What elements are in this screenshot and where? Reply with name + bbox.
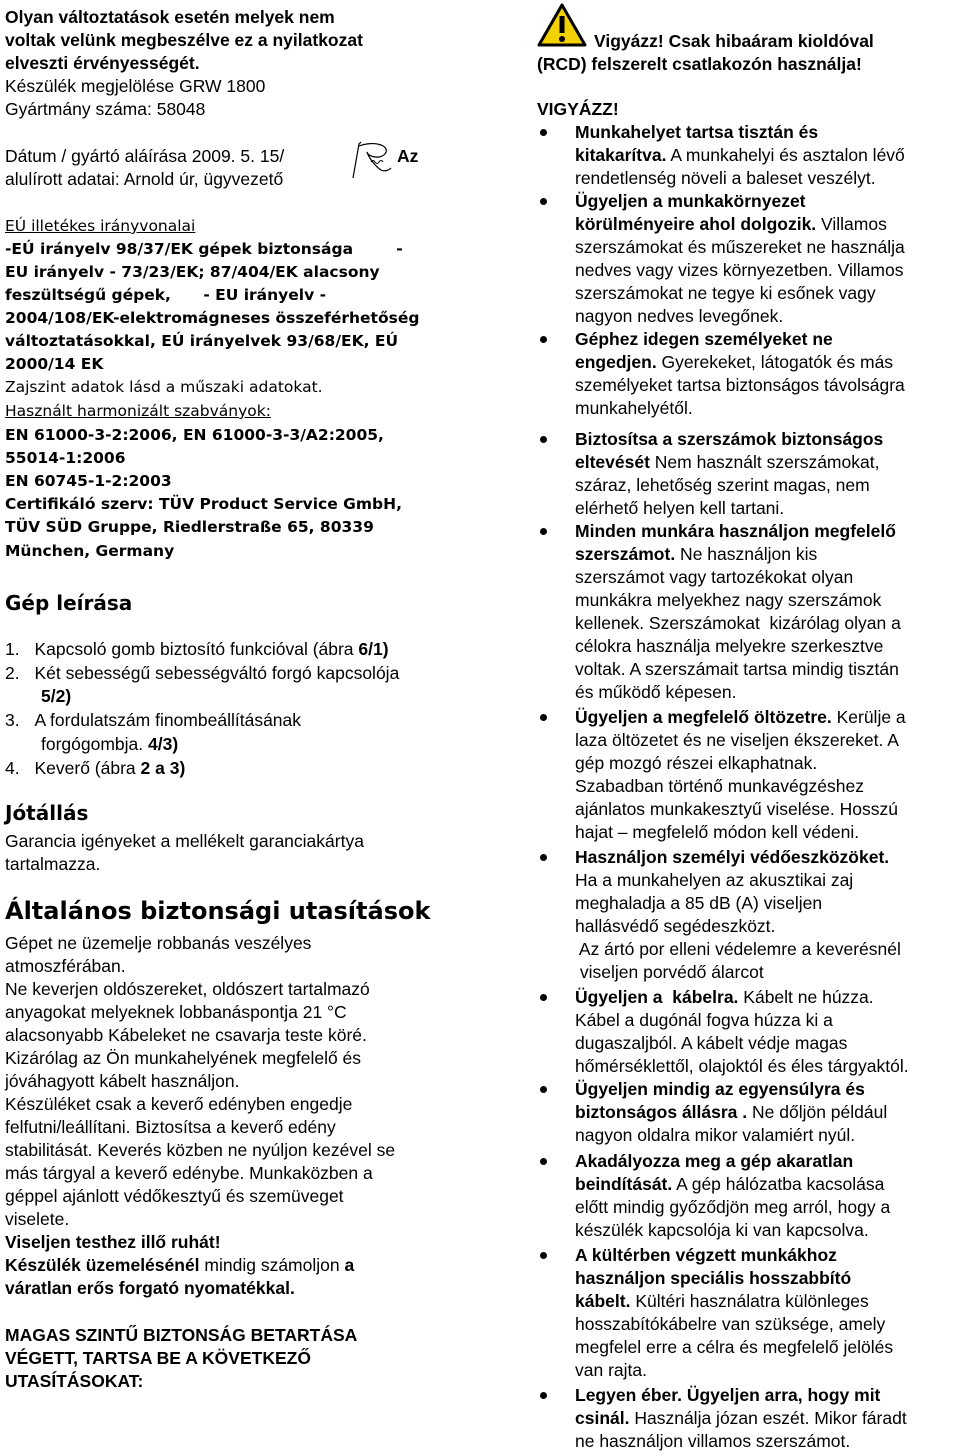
bullet-text: Nem használt szerszámokat,	[649, 452, 880, 472]
bullet-text: és működő képesen.	[575, 682, 737, 702]
bullet-line	[575, 1244, 837, 1266]
bullet-line	[575, 821, 859, 843]
standard-line: TÜV SÜD Gruppe, Riedlerstraße 65, 80339	[5, 518, 374, 536]
bullet-text: Kábel a dugónál fogva húzza ki a	[575, 1010, 833, 1030]
caution-heading: VIGYÁZZ!	[537, 99, 619, 119]
bullet-line	[575, 1430, 850, 1452]
safety-line: más tárgyal a keverő edénybe. Munkaközben a	[5, 1163, 373, 1183]
bullet-text: laza öltözetet és ne viseljen ékszereket. A	[575, 730, 899, 750]
bullet-line	[575, 1032, 847, 1054]
bullet-icon	[540, 1158, 547, 1165]
bullet-bold-text: Használjon személyi védőeszközöket.	[575, 847, 890, 867]
bullet-text: személyeket tartsa biztonságos távolságra	[575, 375, 905, 395]
bullet-text: megfelel erre a célra és megfelelő jelölés	[575, 1337, 894, 1357]
safety-line: Ne keverjen oldószereket, oldószert tartalmazó	[5, 979, 370, 999]
bullet-text: hosszabítókábelre van szüksége, amely	[575, 1314, 886, 1334]
bullet-bold-text: Ügyeljen a kábelra.	[575, 987, 739, 1007]
warranty-heading: Jótállás	[5, 801, 89, 825]
rcd-warning-line: Vigyázz! Csak hibaáram kioldóval	[594, 31, 874, 51]
serial-label: Gyártmány száma: 58048	[5, 99, 206, 119]
bullet-bold-text: körülményeire ahol dolgozik.	[575, 214, 817, 234]
safety-line: stabilitását. Keverés közben ne nyúljon kezével se	[5, 1140, 396, 1160]
directive-line: 2000/14 EK	[5, 355, 104, 373]
bullet-text: nagyon oldalra mikor valamiért nyúl.	[575, 1125, 856, 1145]
directives-heading: EÚ illetékes irányvonalai	[5, 217, 196, 235]
high-safety-line: MAGAS SZINTŰ BIZTONSÁG BETARTÁSA	[5, 1325, 358, 1345]
safety-line: alacsonyabb Kábeleket ne csavarja teste köré.	[5, 1025, 367, 1045]
standards-heading: Használt harmonizált szabványok:	[5, 402, 271, 420]
bullet-bold-text: kitakarítva.	[575, 145, 667, 165]
bullet-line	[575, 428, 883, 450]
bullet-line	[575, 144, 905, 166]
bullet-line	[575, 1359, 647, 1381]
bullet-bold-text: eltevését	[575, 452, 650, 472]
bullet-line	[575, 729, 899, 751]
bullet-line	[575, 1196, 890, 1218]
bullet-line	[575, 121, 818, 143]
bullet-line	[575, 892, 822, 914]
bullet-line	[575, 451, 879, 473]
bullet-bold-text: Ügyeljen mindig az egyensúlyra és	[575, 1079, 865, 1099]
device-label: Készülék megjelölése GRW 1800	[5, 76, 266, 96]
bullet-bold-text: Biztosítsa a szerszámok biztonságos	[575, 429, 884, 449]
bullet-icon	[540, 528, 547, 535]
bullet-bold-text: biztonságos állásra .	[575, 1102, 748, 1122]
bullet-text: Ne használjon kis	[675, 544, 818, 564]
high-safety-line: UTASÍTÁSOKAT:	[5, 1371, 144, 1391]
bullet-bold-text: Ügyeljen a munkakörnyezet	[575, 191, 806, 211]
bullet-bold-text: Ügyeljen a megfelelő öltözetre.	[575, 707, 832, 727]
list-number: 2.	[5, 663, 20, 683]
list-item: 2. Két sebességű sebességváltó forgó kapcsolója	[5, 663, 400, 683]
bullet-bold-text: csinál.	[575, 1408, 630, 1428]
bullet-text: hallásvédő segédeszközt.	[575, 916, 776, 936]
bullet-bold-text: kábelt.	[575, 1291, 631, 1311]
bullet-text: hőmérséklettől, olajoktól és éles tárgyaktól.	[575, 1056, 909, 1076]
signature-icon	[345, 140, 397, 180]
bullet-text: Ha a munkahelyen az akusztikai zaj	[575, 870, 854, 890]
rcd-warning-line: (RCD) felszerelt csatlakozón használja!	[537, 54, 862, 74]
bullet-line	[575, 1078, 865, 1100]
bullet-text: előtt mindig győződjön meg arról, hogy a	[575, 1197, 891, 1217]
list-item-cont: forgógombja. 4/3)	[41, 734, 179, 754]
safety-heading: Általános biztonsági utasítások	[5, 897, 431, 925]
bullet-line	[575, 1124, 855, 1146]
bullet-line	[575, 938, 901, 960]
bullet-line	[575, 1290, 869, 1312]
bullet-bold-text: használjon speciális hosszabbító	[575, 1268, 852, 1288]
bullet-icon	[540, 714, 547, 721]
bullet-line	[575, 681, 737, 703]
bullet-icon	[540, 436, 547, 443]
safety-line: Gépet ne üzemelje robbanás veszélyes	[5, 933, 312, 953]
bullet-text: Ne dőljön például	[747, 1102, 888, 1122]
high-safety-line: VÉGETT, TARTSA BE A KÖVETKEZŐ	[5, 1348, 311, 1368]
bullet-text: száraz, lehetőség szerint magas, nem	[575, 475, 870, 495]
bullet-icon	[540, 1086, 547, 1093]
bullet-text: ne használjon villamos szerszámot.	[575, 1431, 851, 1451]
bullet-line	[575, 282, 876, 304]
bullet-line	[575, 566, 853, 588]
bullet-bold-text: Minden munkára használjon megfelelő	[575, 521, 896, 541]
standard-line: München, Germany	[5, 542, 175, 560]
bullet-line	[575, 374, 905, 396]
bullet-text: szerszámot vagy tartozékokat olyan	[575, 567, 854, 587]
bullet-line	[575, 612, 901, 634]
bullet-text: készülék kapcsolója ki van kapcsolva.	[575, 1220, 869, 1240]
intro-line: voltak velünk megbeszélve ez a nyilatkozat	[5, 30, 363, 50]
safety-line: jóváhagyott kábelt használjon.	[5, 1071, 240, 1091]
bullet-bold-text: engedjen.	[575, 352, 657, 372]
bullet-line	[575, 167, 876, 189]
bullet-icon	[540, 1252, 547, 1259]
bullet-line	[575, 635, 883, 657]
safety-line: atmoszférában.	[5, 956, 126, 976]
list-number: 4.	[5, 758, 20, 778]
safety-line: Kizárólag az Ön munkahelyének megfelelő és	[5, 1048, 362, 1068]
list-item: 4. Keverő (ábra 2 a 3)	[5, 758, 186, 778]
bullet-line	[575, 1336, 893, 1358]
date-sign: Dátum / gyártó aláírása 2009. 5. 15/	[5, 146, 285, 166]
bullet-text: Kültéri használatra különleges	[630, 1291, 869, 1311]
warranty-line: Garancia igényeket a mellékelt garanciakártya	[5, 831, 364, 851]
bullet-line	[575, 869, 853, 891]
bullet-bold-text: Géphez idegen személyeket ne	[575, 329, 833, 349]
bullet-line	[575, 775, 864, 797]
bullet-line	[575, 915, 775, 937]
bullet-text: Kábelt ne húzza.	[738, 987, 874, 1007]
bullet-text: nedves vagy vizes környezetben. Villamos	[575, 260, 904, 280]
standard-line: Certifikáló szerv: TÜV Product Service GmbH,	[5, 495, 402, 513]
bullet-bold-text: beindítását.	[575, 1174, 673, 1194]
standard-line: EN 60745-1-2:2003	[5, 472, 172, 490]
bullet-line	[575, 986, 874, 1008]
level-note: Zajszint adatok lásd a műszaki adatokat.	[5, 378, 323, 396]
directive-line: 2004/108/EK-elektromágneses összeférhetőség	[5, 309, 420, 327]
bullet-line	[575, 1173, 884, 1195]
bullet-text: szerszámokat ne tegye ki esőnek vagy	[575, 283, 876, 303]
bullet-line	[575, 543, 817, 565]
safety-line: felfutni/leállítani. Biztosítsa a keverő edény	[5, 1117, 336, 1137]
bullet-text: A munkahelyi és asztalon lévő	[666, 145, 905, 165]
bullet-line	[575, 961, 764, 983]
bullet-line	[575, 305, 783, 327]
safety-line: géppel ajánlott védőkesztyű és szemüveget	[5, 1186, 344, 1206]
bullet-line	[575, 351, 893, 373]
bullet-text: Az ártó por elleni védelemre a keverésnél	[575, 939, 901, 959]
safety-line: anyagokat melyeknek lobbanáspontja 21 °C	[5, 1002, 347, 1022]
bullet-line	[575, 1009, 833, 1031]
bullet-text: viseljen porvédő álarcot	[575, 962, 764, 982]
bullet-text: elérhető helyen kell tartani.	[575, 498, 785, 518]
list-item: 3. A fordulatszám finombeállításának	[5, 710, 302, 730]
bullet-text: munkahelyétől.	[575, 398, 693, 418]
bullet-text: szerszámokat és műszereket ne használja	[575, 237, 905, 257]
bullet-icon	[540, 854, 547, 861]
warning-icon	[537, 3, 587, 47]
bullet-text: voltak. A szerszámait tartsa mindig tisztán	[575, 659, 899, 679]
bullet-line	[575, 1055, 909, 1077]
directive-line: -EÚ irányelv 98/37/EK gépek biztonsága -	[5, 240, 403, 258]
bullet-line	[575, 236, 905, 258]
bullet-text: célokra használja melyekre szerkesztve	[575, 636, 884, 656]
bullet-line	[575, 589, 881, 611]
bullet-line	[575, 1150, 853, 1172]
bullet-line	[575, 752, 817, 774]
bullet-line	[575, 213, 887, 235]
bullet-line	[575, 1101, 887, 1123]
clothes-note: Viseljen testhez illő ruhát!	[5, 1232, 221, 1252]
bullet-line	[575, 328, 833, 350]
bullet-text: A gép hálózatba kacsolása	[672, 1174, 885, 1194]
intro-line: Olyan változtatások esetén melyek nem	[5, 7, 335, 27]
bullet-bold-text: szerszámot.	[575, 544, 676, 564]
bullet-text: dugaszaljból. A kábelt védje magas	[575, 1033, 848, 1053]
bullet-text: kellenek. Szerszámokat kizárólag olyan a	[575, 613, 901, 633]
warranty-line: tartalmazza.	[5, 854, 101, 874]
list-item: 1. Kapcsoló gomb biztosító funkcióval (ábra 6/1)	[5, 639, 389, 659]
az-word: Az	[397, 146, 419, 166]
bullet-line	[575, 1407, 907, 1429]
bullet-line	[575, 259, 903, 281]
list-number: 1.	[5, 639, 20, 659]
bullet-line	[575, 658, 899, 680]
bullet-line	[575, 497, 784, 519]
bullet-line	[575, 706, 906, 728]
bullet-text: Használja józan eszét. Mikor fáradt	[629, 1408, 907, 1428]
bullet-icon	[540, 198, 547, 205]
bullet-icon	[540, 994, 547, 1001]
bullet-text: gép mozgó részei elkaphatnak.	[575, 753, 818, 773]
bullet-icon	[540, 129, 547, 136]
bullet-bold-text: Legyen éber. Ügyeljen arra, hogy mit	[575, 1385, 881, 1405]
bullet-icon	[540, 1392, 547, 1399]
torque-note: Készülék üzemelésénél mindig számoljon a	[5, 1255, 355, 1275]
bullet-line	[575, 1219, 869, 1241]
standard-line: 55014-1:2006	[5, 449, 126, 467]
bullet-text: nagyon nedves levegőnek.	[575, 306, 784, 326]
bullet-bold-text: A kültérben végzett munkákhoz	[575, 1245, 837, 1265]
directive-line: feszültségű gépek, - EU irányelv -	[5, 286, 327, 304]
standard-line: EN 61000-3-2:2006, EN 61000-3-3/A2:2005,	[5, 426, 384, 444]
bullet-icon	[540, 336, 547, 343]
list-number: 3.	[5, 710, 20, 730]
bullet-line	[575, 1313, 885, 1335]
bullet-line	[575, 474, 870, 496]
machine-heading: Gép leírása	[5, 591, 133, 615]
bullet-line	[575, 520, 896, 542]
bullet-bold-text: Munkahelyet tartsa tisztán és	[575, 122, 819, 142]
bullet-line	[575, 798, 898, 820]
bullet-line	[575, 190, 806, 212]
bullet-line	[575, 846, 889, 868]
bullet-text: Kerülje a	[831, 707, 906, 727]
list-item-cont: 5/2)	[41, 686, 72, 706]
signatory: alulírott adatai: Arnold úr, ügyvezető	[5, 169, 284, 189]
bullet-text: munkákra melyekhez nagy szerszámok	[575, 590, 882, 610]
bullet-line	[575, 1384, 880, 1406]
bullet-text: Gyerekeket, látogatók és más	[656, 352, 894, 372]
safety-line: viselete.	[5, 1209, 70, 1229]
bullet-line	[575, 1267, 851, 1289]
bullet-text: meghaladja a 85 dB (A) viseljen	[575, 893, 823, 913]
directive-line: változtatásokkal, EÚ irányelvek 93/68/EK, EÚ	[5, 332, 399, 350]
bullet-text: ajánlatos munkakesztyű viselése. Hosszú	[575, 799, 898, 819]
bullet-text: Szabadban történő munkavégzéshez	[575, 776, 864, 796]
bullet-text: rendetlenség növeli a baleset veszélyt.	[575, 168, 876, 188]
bullet-bold-text: Akadályozza meg a gép akaratlan	[575, 1151, 854, 1171]
bullet-line	[575, 397, 693, 419]
safety-line: Készüléket csak a keverő edényben engedje	[5, 1094, 353, 1114]
intro-line: elveszti érvényességét.	[5, 53, 200, 73]
bullet-text: hajat – megfelelő módon kell védeni.	[575, 822, 860, 842]
directive-line: EU irányelv - 73/23/EK; 87/404/EK alacsony	[5, 263, 380, 281]
bullet-text: van rajta.	[575, 1360, 647, 1380]
bullet-text: Villamos	[816, 214, 887, 234]
torque-note-line2: váratlan erős forgató nyomatékkal.	[5, 1278, 295, 1298]
